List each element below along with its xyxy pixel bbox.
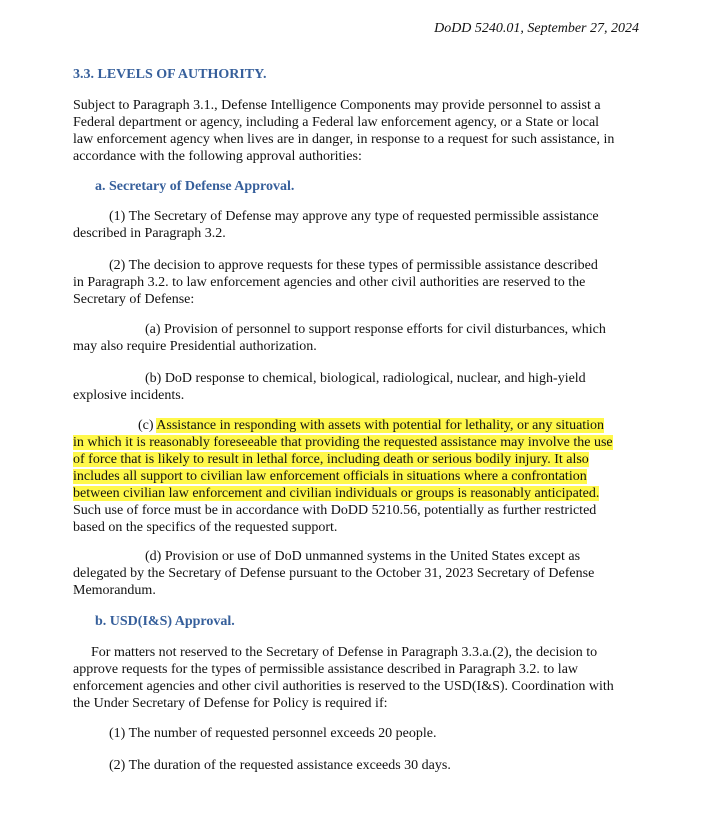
paragraph-a2a xyxy=(73,321,653,355)
highlighted-text: in which it is reasonably foreseeable that providing the requested assistance may involve the use xyxy=(73,435,613,450)
paragraph-line: based on the specifics of the requested support. xyxy=(73,520,338,535)
paragraph-line: delegated by the Secretary of Defense pursuant to the October 31, 2023 Secretary of Defense xyxy=(73,566,595,581)
paragraph-line: law enforcement agency when lives are in danger, in response to a request for such assistance, in xyxy=(73,132,615,147)
paragraph-line: (d) Provision or use of DoD unmanned systems in the United States except as xyxy=(145,549,581,564)
section-heading: 3.3. LEVELS OF AUTHORITY. xyxy=(73,67,267,82)
highlighted-text: between civilian law enforcement and civilian individuals or groups is reasonably anticipated. xyxy=(73,486,600,501)
paragraph-b1 xyxy=(73,725,653,742)
paragraph-line xyxy=(73,451,653,468)
paragraph-line: in Paragraph 3.2. to law enforcement agencies and other civil authorities are reserved to the xyxy=(73,275,586,290)
paragraph-line: For matters not reserved to the Secretary of Defense in Paragraph 3.3.a.(2), the decision to xyxy=(91,645,598,660)
paragraph-line: explosive incidents. xyxy=(73,388,185,403)
paragraph-line: (1) The Secretary of Defense may approve any type of requested permissible assistance xyxy=(109,209,599,224)
paragraph-line xyxy=(73,434,653,451)
paragraph-line: (2) The decision to approve requests for these types of permissible assistance described xyxy=(109,258,598,273)
paragraph-line xyxy=(73,485,653,502)
paragraph-a2 xyxy=(73,257,653,308)
paragraph-line xyxy=(73,417,653,434)
subsection-b-heading: b. USD(I&S) Approval. xyxy=(95,614,235,629)
paragraph-line: may also require Presidential authorization. xyxy=(73,339,317,354)
paragraph-line: Such use of force must be in accordance with DoDD 5210.56, potentially as further restricted xyxy=(73,503,597,518)
paragraph-a2d xyxy=(73,548,653,599)
item-label: (c) xyxy=(138,418,157,433)
paragraph-line: Subject to Paragraph 3.1., Defense Intelligence Components may provide personnel to assist a xyxy=(73,98,601,113)
paragraph-line: (2) The duration of the requested assistance exceeds 30 days. xyxy=(109,758,451,773)
paragraph-line: (b) DoD response to chemical, biological, radiological, nuclear, and high-yield xyxy=(145,371,586,386)
paragraph-line: (1) The number of requested personnel exceeds 20 people. xyxy=(109,726,437,741)
paragraph-line: accordance with the following approval authorities: xyxy=(73,149,362,164)
paragraph-a2c xyxy=(73,417,653,536)
highlighted-text: Assistance in responding with assets with potential for lethality, or any situation xyxy=(156,418,605,433)
paragraph-line: Secretary of Defense: xyxy=(73,292,195,307)
paragraph-line: the Under Secretary of Defense for Policy is required if: xyxy=(73,696,388,711)
paragraph-line: described in Paragraph 3.2. xyxy=(73,226,226,241)
document-header: DoDD 5240.01, September 27, 2024 xyxy=(434,21,639,36)
paragraph-a1 xyxy=(73,208,653,242)
highlighted-text: of force that is likely to result in lethal force, including death or serious bodily injury. It also xyxy=(73,452,589,467)
subsection-a-heading: a. Secretary of Defense Approval. xyxy=(95,179,295,194)
paragraph-line: approve requests for the types of permissible assistance described in Paragraph 3.2. to law xyxy=(73,662,579,677)
paragraph-line: enforcement agencies and other civil authorities is reserved to the USD(I&S). Coordination with xyxy=(73,679,614,694)
paragraph-b2 xyxy=(73,757,653,774)
paragraph-b-intro xyxy=(73,644,653,712)
paragraph-line xyxy=(73,468,653,485)
paragraph-line: Federal department or agency, including a Federal law enforcement agency, or a State or local xyxy=(73,115,600,130)
paragraph-a2b xyxy=(73,370,653,404)
paragraph-line: (a) Provision of personnel to support response efforts for civil disturbances, which xyxy=(145,322,606,337)
highlighted-text: includes all support to civilian law enforcement officials in situations where a confrontation xyxy=(73,469,587,484)
paragraph-line: Memorandum. xyxy=(73,583,156,598)
intro-paragraph xyxy=(73,97,653,165)
